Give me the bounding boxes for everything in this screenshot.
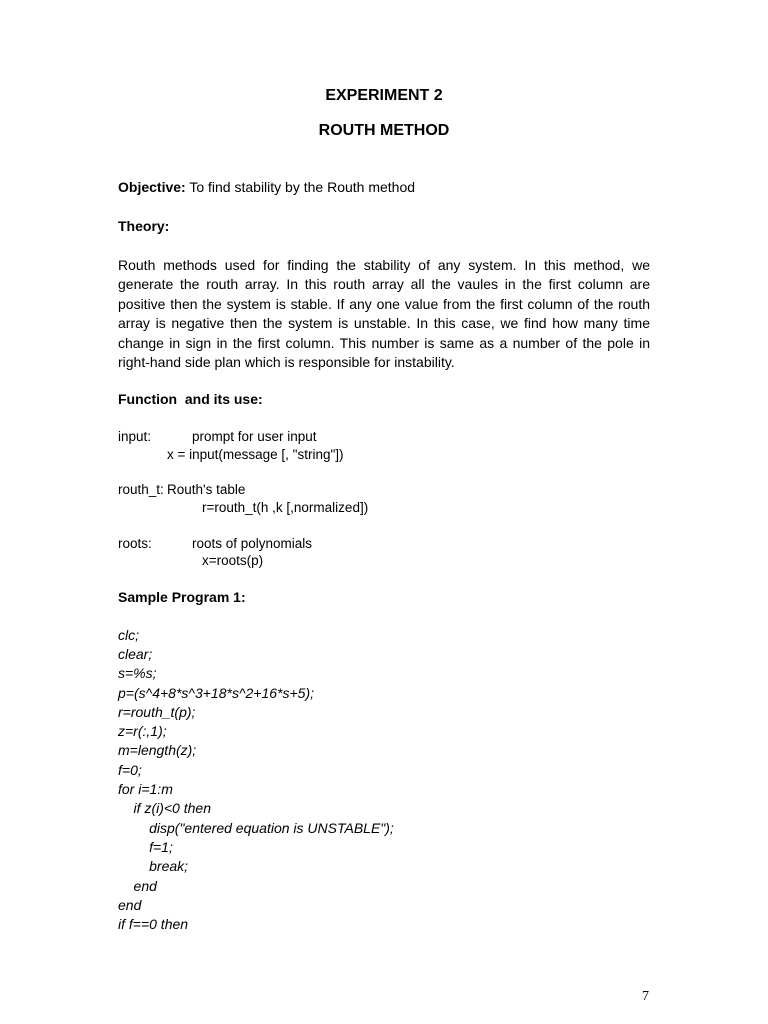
objective-label: Objective:: [118, 179, 186, 195]
function-syntax-input: x = input(message [, "string"]): [167, 447, 344, 462]
code-line: m=length(z);: [118, 742, 197, 758]
objective-text: To find stability by the Routh method: [185, 179, 416, 195]
function-syntax-routh: r=routh_t(h ,k [,normalized]): [202, 500, 369, 515]
code-line: if f==0 then: [118, 916, 189, 932]
code-line: break;: [118, 858, 189, 874]
theory-heading: Theory:: [118, 218, 170, 234]
code-line: for i=1:m: [118, 781, 173, 797]
page-number: 7: [642, 989, 649, 1004]
function-name-routh: routh_t:: [118, 482, 164, 497]
objective-line: [118, 178, 415, 197]
theory-paragraph: Routh methods used for finding the stability of any system. In this method, we generate the routh array. In this routh array all the vaules in the first column are positive then the system is stable. If any one value from the first column of the routh array is negative then the system is unstable. In this case, we find how many time change in sign in the first column. This number is same as a number of the pole in right-hand side plan which is responsible for instability.: [118, 257, 650, 371]
code-line: p=(s^4+8*s^3+18*s^2+16*s+5);: [118, 685, 315, 701]
function-name-input: input:: [118, 429, 152, 444]
method-title: ROUTH METHOD: [318, 122, 450, 139]
sample-program-heading: Sample Program 1:: [118, 589, 246, 605]
function-name-roots: roots:: [118, 536, 152, 551]
code-line: clear;: [118, 646, 153, 662]
code-line: r=routh_t(p);: [118, 704, 196, 720]
experiment-title: EXPERIMENT 2: [325, 87, 443, 104]
code-line: f=0;: [118, 762, 142, 778]
code-line: disp("entered equation is UNSTABLE");: [118, 820, 394, 836]
code-line: f=1;: [118, 839, 173, 855]
function-syntax-roots: x=roots(p): [202, 553, 264, 568]
code-line: z=r(:,1);: [118, 723, 167, 739]
function-desc-routh: Routh's table: [167, 482, 246, 497]
code-line: s=%s;: [118, 665, 157, 681]
code-line: end: [118, 897, 142, 913]
code-line: clc;: [118, 627, 139, 643]
functions-heading: Function and its use:: [118, 391, 263, 407]
code-line: end: [118, 878, 157, 894]
function-desc-input: prompt for user input: [192, 429, 317, 444]
code-line: if z(i)<0 then: [118, 800, 211, 816]
function-desc-roots: roots of polynomials: [192, 536, 313, 551]
